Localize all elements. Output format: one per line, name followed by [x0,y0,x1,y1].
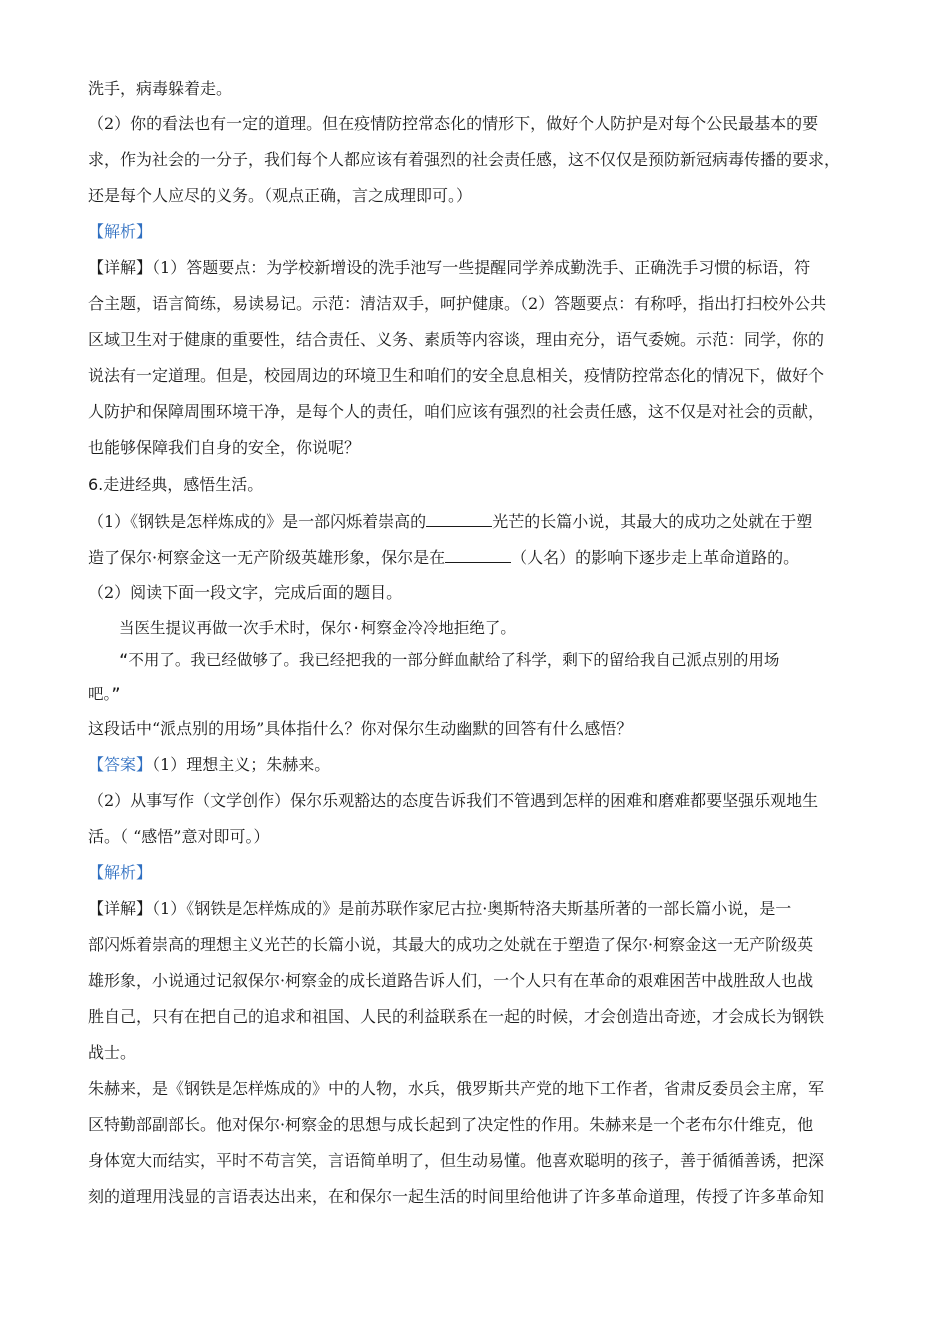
question-text: （1）《钢铁是怎样炼成的》是一部闪烁着崇高的 [88,512,427,531]
answer-line: （2）从事写作（文学创作）保尔乐观豁达的态度告诉我们不管遇到怎样的困难和磨难都要坚强乐观地生 [88,791,819,810]
detail-text: （1）《钢铁是怎样炼成的》是前苏联作家尼古拉·奥斯特洛夫斯基所著的一部长篇小说，是一 [152,899,792,918]
fill-blank [426,510,492,527]
detail-tag: 【详解】 [88,258,153,277]
answer-line: 求，作为社会的一分子，我们每个人都应该有着强烈的社会责任感，这不仅仅是预防新冠病毒传播的要求， [88,150,841,169]
answer-tag: 【答案】 [88,755,153,774]
answer-line: 洗手，病毒躲着走。 [88,79,233,98]
question-line [88,510,812,533]
question-text: 造了保尔·柯察金这一无产阶级英雄形象，保尔是在 [88,548,446,567]
detail-line: 合主题，语言简练，易读易记。示范：清洁双手，呵护健康。（2）答题要点：有称呼，指出打扫校外公共 [88,294,827,313]
question-line [88,546,799,569]
answer-line: 还是每个人应尽的义务。（观点正确，言之成理即可。） [88,186,473,205]
question-line: （2）阅读下面一段文字，完成后面的题目。 [88,583,403,602]
question-text: （人名）的影响下逐步走上革命道路的。 [511,548,800,567]
detail-line [88,257,810,279]
answer-line: 活。（ “感悟”意对即可。） [88,827,270,846]
detail-line: 战士。 [88,1043,137,1062]
detail-tag: 【详解】 [88,899,153,918]
quote-line: 当医生提议再做一次手术时，保尔·柯察金冷冷地拒绝了。 [119,619,516,637]
detail-line [88,898,791,920]
question-line: 这段话中“派点别的用场”具体指什么？你对保尔生动幽默的回答有什么感悟？ [88,719,633,738]
detail-line: 区特勤部副部长。他对保尔·柯察金的思想与成长起到了决定性的作用。朱赫来是一个老布尔什维克，他 [88,1115,814,1134]
fill-blank [445,546,511,563]
analysis-tag: 【解析】 [88,863,153,882]
question-text: 光芒的长篇小说，其最大的成功之处就在于塑 [492,512,813,531]
question-title: 6.走进经典，感悟生活。 [88,475,264,494]
detail-line: 身体宽大而结实，平时不苟言笑，言语简单明了，但生动易懂。他喜欢聪明的孩子，善于循循善诱，把深 [88,1151,825,1170]
detail-text: （1）答题要点：为学校新增设的洗手池写一些提醒同学养成勤洗手、正确洗手习惯的标语，符 [152,258,811,277]
detail-line: 说法有一定道理。但是，校园周边的环境卫生和咱们的安全息息相关，疫情防控常态化的情况下，做好个 [88,366,825,385]
quote-line: 吧。” [88,685,121,703]
analysis-tag: 【解析】 [88,222,153,241]
quote-line: “不用了。我已经做够了。我已经把我的一部分鲜血献给了科学，剩下的留给我自己派点别的用场 [119,651,780,669]
answer-line: （2）你的看法也有一定的道理。但在疫情防控常态化的情形下，做好个人防护是对每个公民最基本的要 [88,114,819,133]
detail-line: 人防护和保障周围环境干净，是每个人的责任，咱们应该有强烈的社会责任感，这不仅是对社会的贡献， [88,402,825,421]
detail-line: 刻的道理用浅显的言语表达出来，在和保尔一起生活的时间里给他讲了许多革命道理，传授了许多革命知 [88,1187,825,1206]
answer-text: （1）理想主义；朱赫来。 [152,755,331,774]
detail-line: 胜自己，只有在把自己的追求和祖国、人民的利益联系在一起的时候，才会创造出奇迹，才会成长为钢铁 [88,1007,825,1026]
detail-line: 朱赫来，是《钢铁是怎样炼成的》中的人物，水兵，俄罗斯共产党的地下工作者，省肃反委员会主席，军 [88,1079,825,1098]
detail-line: 部闪烁着崇高的理想主义光芒的长篇小说，其最大的成功之处就在于塑造了保尔·柯察金这一无产阶级英 [88,935,814,954]
detail-line: 区域卫生对于健康的重要性，结合责任、义务、素质等内容谈，理由充分，语气委婉。示范：同学，你的 [88,330,825,349]
detail-line: 雄形象，小说通过记叙保尔·柯察金的成长道路告诉人们，一个人只有在革命的艰难困苦中战胜敌人也战 [88,971,814,990]
answer-line [88,754,330,776]
detail-line: 也能够保障我们自身的安全，你说呢？ [88,438,361,457]
